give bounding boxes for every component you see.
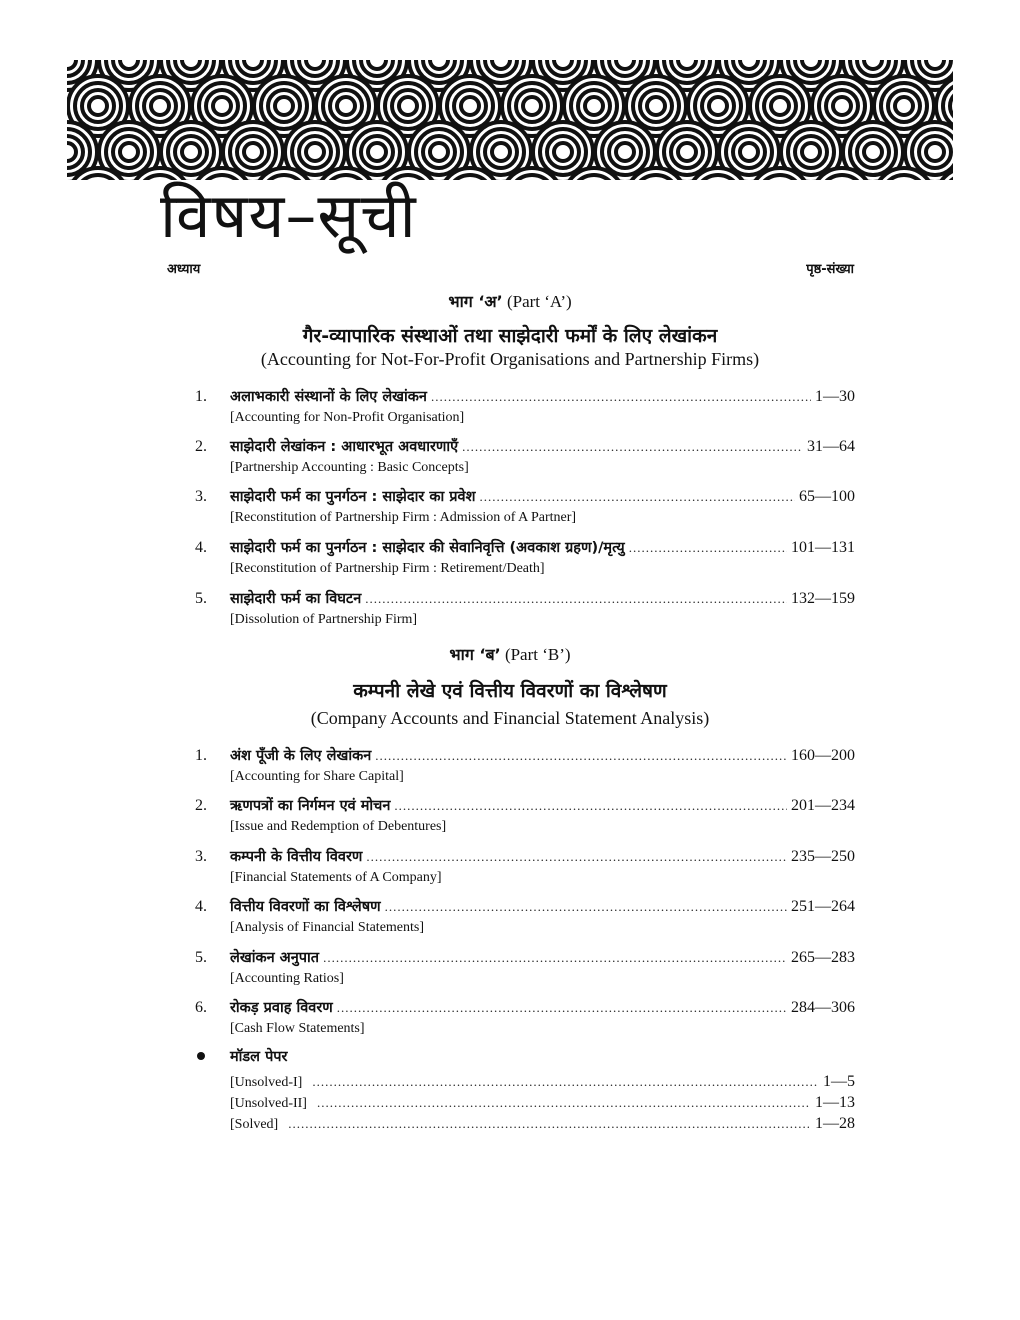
chapter-number: 5. — [195, 949, 207, 966]
part-b-heading-en: (Company Accounts and Financial Statement Analysis) — [310, 708, 710, 728]
model-paper-label: [Unsolved-II] — [230, 1096, 307, 1111]
part-b-label — [0, 643, 1020, 665]
chapter-number: 3. — [195, 488, 207, 505]
chapter-number: 5. — [195, 590, 207, 607]
model-paper-pages: 1—13 — [815, 1094, 855, 1111]
chapter-english-title: [Dissolution of Partnership Firm] — [230, 612, 418, 627]
model-paper-item — [230, 1073, 855, 1093]
part-a-label — [0, 290, 1020, 312]
model-paper-item — [230, 1115, 855, 1135]
chapter-title: साझेदारी फर्म का विघटन — [230, 591, 362, 607]
bullet-icon — [197, 1052, 205, 1060]
part-a-label-en: (Part ‘A’) — [506, 292, 572, 311]
dot-leader — [394, 798, 787, 814]
dot-leader — [366, 849, 787, 865]
chapter-english-title: [Reconstitution of Partnership Firm : Retirement/Death] — [230, 561, 545, 576]
chapter-pages: 235—250 — [791, 848, 855, 865]
part-a-heading-en: (Accounting for Not-For-Profit Organisations and Partnership Firms) — [260, 349, 760, 369]
chapter-pages: 160—200 — [791, 747, 855, 764]
chapter-pages: 201—234 — [791, 797, 855, 814]
chapter-title: साझेदारी फर्म का पुनर्गठन : साझेदार का प्रवेश — [230, 489, 476, 505]
circle-pattern-graphic — [67, 60, 953, 180]
dot-leader — [629, 540, 787, 556]
dot-leader — [288, 1116, 809, 1132]
dot-leader — [317, 1095, 809, 1111]
dot-leader — [375, 748, 787, 764]
page-number-column-label: पृष्ठ-संख्या — [806, 262, 854, 277]
chapter-pages: 132—159 — [791, 590, 855, 607]
chapter-title: अंश पूँजी के लिए लेखांकन — [230, 748, 372, 764]
chapter-english-title: [Financial Statements of A Company] — [230, 870, 442, 885]
chapter-pages: 101—131 — [791, 539, 855, 556]
dot-leader — [337, 1000, 787, 1016]
page-title: विषय–सूची — [160, 179, 417, 252]
chapter-number: 1. — [195, 388, 207, 405]
dot-leader — [385, 899, 787, 915]
model-paper-pages: 1—5 — [823, 1073, 855, 1090]
chapter-english-title: [Cash Flow Statements] — [230, 1021, 365, 1036]
chapter-english-title: [Issue and Redemption of Debentures] — [230, 819, 447, 834]
chapter-pages: 65—100 — [799, 488, 855, 505]
chapter-number: 3. — [195, 848, 207, 865]
chapter-title: रोकड़ प्रवाह विवरण — [230, 1000, 333, 1016]
chapter-english-title: [Reconstitution of Partnership Firm : Admission of A Partner] — [230, 510, 577, 525]
dot-leader — [365, 591, 787, 607]
part-a-label-hi: भाग ‘अ’ — [448, 292, 503, 311]
chapter-number: 1. — [195, 747, 207, 764]
dot-leader — [312, 1074, 817, 1090]
model-paper-pages: 1—28 — [815, 1115, 855, 1132]
chapter-pages: 1—30 — [815, 388, 855, 405]
chapter-number: 2. — [195, 438, 207, 455]
model-paper-item — [230, 1094, 855, 1114]
decorative-banner — [67, 60, 953, 180]
chapter-title: कम्पनी के वित्तीय विवरण — [230, 849, 363, 865]
chapter-english-title: [Analysis of Financial Statements] — [230, 920, 425, 935]
dot-leader — [479, 489, 795, 505]
part-b-label-en: (Part ‘B’) — [504, 645, 571, 664]
chapter-number: 6. — [195, 999, 207, 1016]
chapter-english-title: [Partnership Accounting : Basic Concepts] — [230, 460, 469, 475]
chapter-number: 4. — [195, 539, 207, 556]
chapter-pages: 284—306 — [791, 999, 855, 1016]
chapter-english-title: [Accounting for Share Capital] — [230, 769, 404, 784]
dot-leader — [462, 439, 803, 455]
chapter-title: ऋणपत्रों का निर्गमन एवं मोचन — [230, 798, 391, 814]
chapter-english-title: [Accounting for Non-Profit Organisation] — [230, 410, 465, 425]
chapter-pages: 251—264 — [791, 898, 855, 915]
chapter-number: 4. — [195, 898, 207, 915]
part-b-heading-hi: कम्पनी लेखे एवं वित्तीय विवरणों का विश्लेषण — [353, 680, 667, 702]
part-a-heading-hi: गैर-व्यापारिक संस्थाओं तथा साझेदारी फर्मों के लिए लेखांकन — [302, 325, 718, 347]
chapter-title: साझेदारी फर्म का पुनर्गठन : साझेदार की सेवानिवृत्ति (अवकाश ग्रहण)/मृत्यु — [230, 540, 625, 556]
chapter-title: अलाभकारी संस्थानों के लिए लेखांकन — [230, 389, 427, 405]
model-paper-label: [Solved] — [230, 1117, 279, 1132]
model-paper-heading: मॉडल पेपर — [230, 1049, 288, 1065]
chapter-title: लेखांकन अनुपात — [230, 950, 320, 966]
chapter-pages: 265—283 — [791, 949, 855, 966]
dot-leader — [323, 950, 787, 966]
chapter-title: वित्तीय विवरणों का विश्लेषण — [230, 899, 381, 915]
part-b-label-hi: भाग ‘ब’ — [449, 645, 501, 664]
chapter-title: साझेदारी लेखांकन : आधारभूत अवधारणाएँ — [230, 439, 459, 455]
chapter-number: 2. — [195, 797, 207, 814]
chapter-english-title: [Accounting Ratios] — [230, 971, 344, 986]
dot-leader — [431, 389, 811, 405]
model-paper-label: [Unsolved-I] — [230, 1075, 303, 1090]
chapter-column-label: अध्याय — [167, 262, 201, 277]
chapter-pages: 31—64 — [807, 438, 855, 455]
